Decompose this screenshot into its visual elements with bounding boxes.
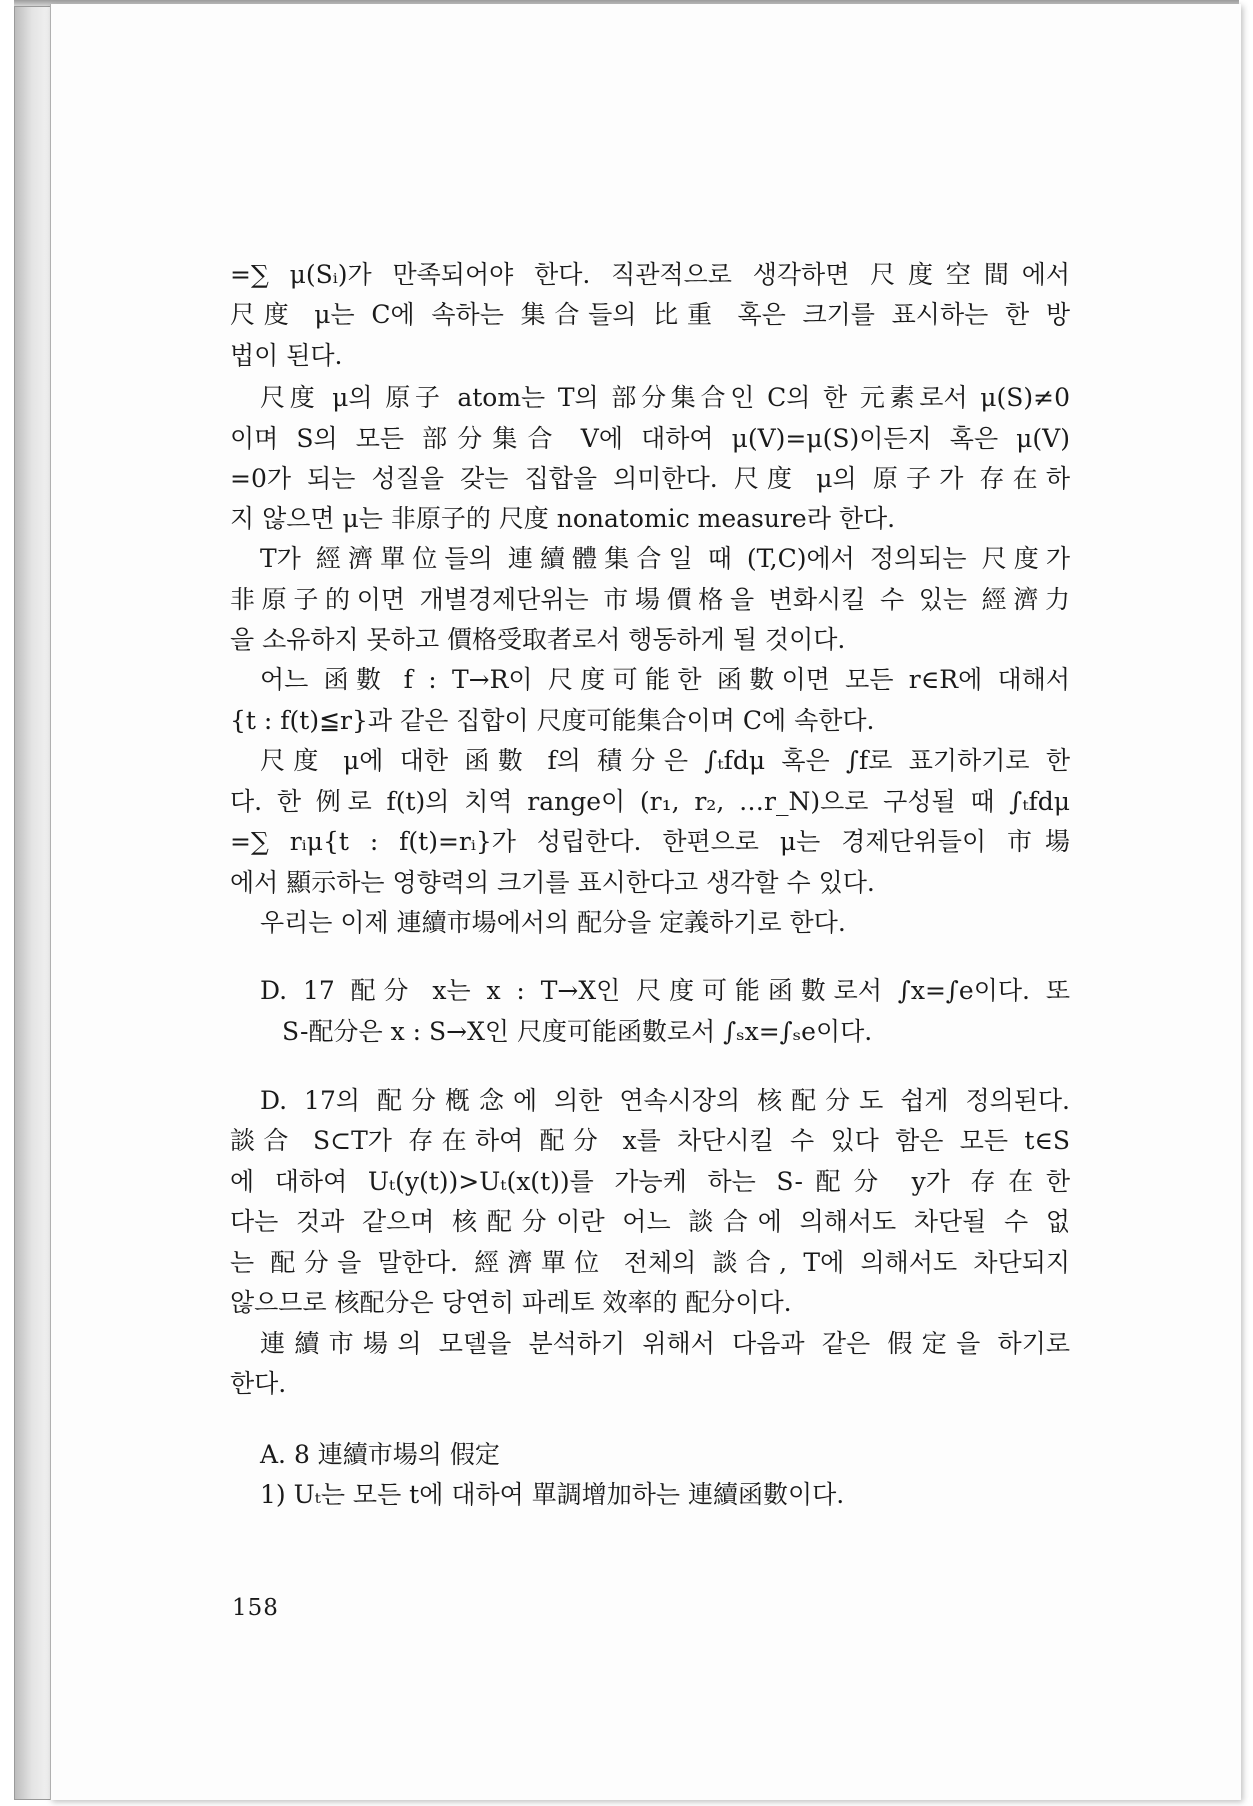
assumption-item: 1) Uₜ는 모든 t에 대하여 單調增加하는 連續函數이다. (260, 1480, 845, 1509)
text-line: 한다. (230, 1369, 287, 1398)
text-line: 지 않으면 μ는 非原子的 尺度 nonatomic measure라 한다. (230, 504, 896, 533)
text-line: 에 대하여 Uₜ(y(t))>Uₜ(x(t))를 가능케 하는 S-配分 y가 存在한 (230, 1167, 1070, 1196)
text-line: D. 17의 配分槪念에 의한 연속시장의 核配分도 쉽게 정의된다. (260, 1086, 1070, 1115)
definition-line: S-配分은 x : S→X인 尺度可能函數로서 ∫ₛx=∫ₛe이다. (282, 1017, 873, 1046)
text-line: =∑ μ(Sᵢ)가 만족되어야 한다. 직관적으로 생각하면 尺度空間에서 (230, 260, 1070, 289)
text-line: 는 配分을 말한다. 經濟單位 전체의 談合, T에 의해서도 차단되지 (230, 1248, 1070, 1277)
text-line: 우리는 이제 連續市場에서의 配分을 定義하기로 한다. (260, 908, 846, 937)
text-line: 尺度 μ에 대한 函數 f의 積分은 ∫ₜfdμ 혹은 ∫f로 표기하기로 한 (260, 746, 1070, 775)
text-line: =0가 되는 성질을 갖는 집합을 의미한다. 尺度 μ의 原子가 存在하 (230, 464, 1070, 493)
text-line: T가 經濟單位들의 連續體集合일 때 (T,C)에서 정의되는 尺度가 (260, 544, 1070, 573)
text-line: 다는 것과 같으며 核配分이란 어느 談合에 의해서도 차단될 수 없 (230, 1207, 1070, 1236)
section-heading: A. 8 連續市場의 假定 (260, 1440, 500, 1469)
text-line: 다. 한 例로 f(t)의 치역 range이 (r₁, r₂, …r_N)으로 구성될 때 ∫ₜfdμ (230, 787, 1070, 816)
text-line: 非原子的이면 개별경제단위는 市場價格을 변화시킬 수 있는 經濟力 (230, 585, 1070, 614)
text-line: 談合 S⊂T가 存在하여 配分 x를 차단시킬 수 있다 함은 모든 t∈S (230, 1126, 1070, 1155)
text-line: 에서 顯示하는 영향력의 크기를 표시한다고 생각할 수 있다. (230, 868, 875, 897)
text-line: 않으므로 核配分은 당연히 파레토 效率的 配分이다. (230, 1288, 792, 1317)
page-stack-edge (14, 6, 54, 1800)
text-line: =∑ rᵢμ{t : f(t)=rᵢ}가 성립한다. 한편으로 μ는 경제단위들이 市場 (230, 827, 1070, 856)
text-line: 을 소유하지 못하고 價格受取者로서 행동하게 될 것이다. (230, 625, 846, 654)
text-line: 尺度 μ는 C에 속하는 集合들의 比重 혹은 크기를 표시하는 한 방 (230, 300, 1070, 329)
text-line: 어느 函數 f : T→R이 尺度可能한 函數이면 모든 r∈R에 대해서 (260, 665, 1070, 694)
text-line: 尺度 μ의 原子 atom는 T의 部分集合인 C의 한 元素로서 μ(S)≠0 (260, 383, 1070, 412)
text-line: 連續市場의 모델을 분석하기 위해서 다음과 같은 假定을 하기로 (260, 1329, 1070, 1358)
page-number: 158 (232, 1595, 279, 1621)
text-line: {t : f(t)≦r}과 같은 집합이 尺度可能集合이며 C에 속한다. (230, 706, 875, 735)
text-line: 법이 된다. (230, 341, 343, 370)
text-line: 이며 S의 모든 部分集合 V에 대하여 μ(V)=μ(S)이든지 혹은 μ(V) (230, 424, 1070, 453)
definition-line: D. 17 配分 x는 x : T→X인 尺度可能函數로서 ∫x=∫e이다. 또 (260, 976, 1070, 1005)
